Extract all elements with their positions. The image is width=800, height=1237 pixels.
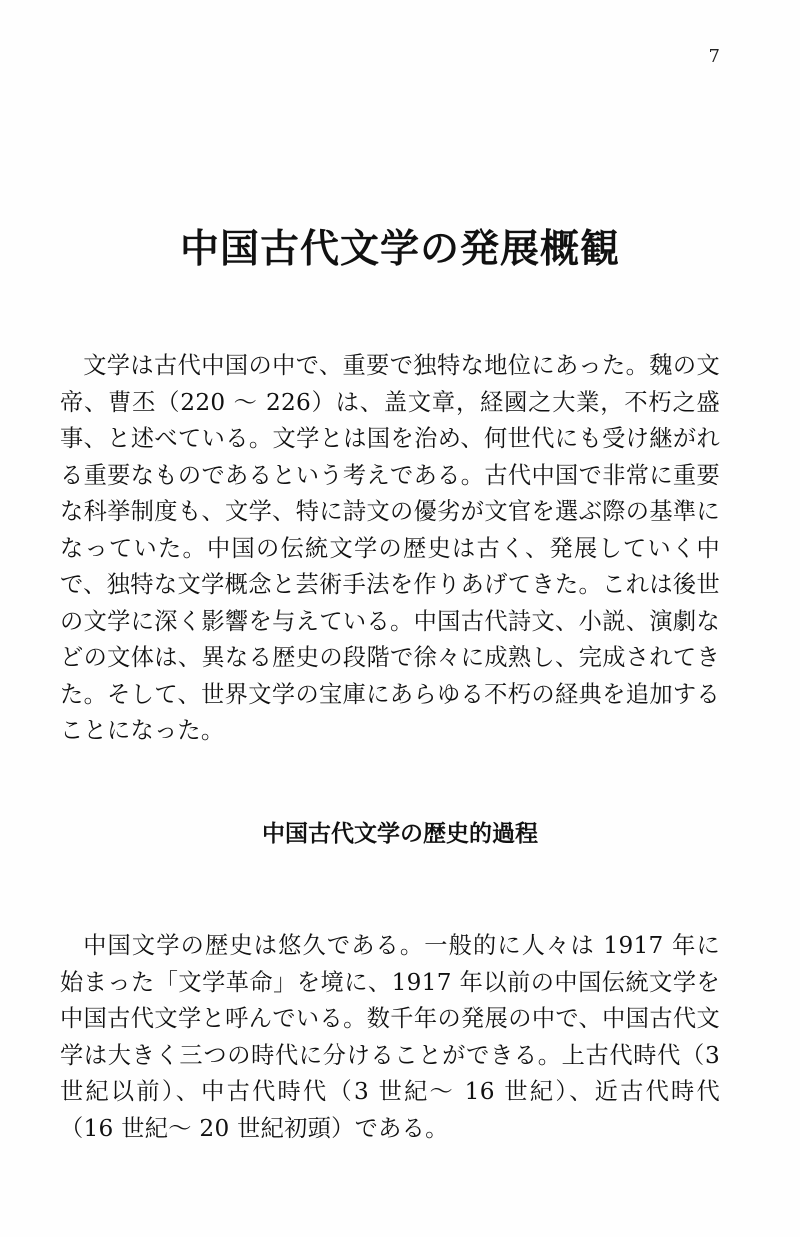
intro-paragraph: 文学は古代中国の中で、重要で独特な地位にあった。魏の文帝、曹丕（220 ～ 226）は、盖文章，経國之大業，不朽之盛事、と述べている。文学とは国を治め、何世代にも受け継がれる重要なものであるという考えである。古代中国で非常に重要な科挙制度も、文学、特に詩文の優劣が文官を選ぶ際の基準になっていた。中国の伝統文学の歴史は古く、発展していく中で、独特な文学概念と芸術手法を作りあげてきた。これは後世の文学に深く影響を与えている。中国古代詩文、小説、演劇などの文体は、異なる歴史の段階で徐々に成熟し、完成されてきた。そして、世界文学の宝庫にあらゆる不朽の経典を追加することになった。 — [60, 352, 720, 744]
section-heading: 中国古代文学の歴史的過程 — [262, 820, 538, 847]
chapter-title: 中国古代文学の発展概観 — [179, 226, 620, 272]
page-number: 7 — [708, 46, 720, 67]
section-paragraph: 中国文学の歴史は悠久である。一般的に人々は 1917 年に始まった「文学革命」を境に、1917 年以前の中国伝統文学を中国古代文学と呼んでいる。数千年の発展の中で、中国古代文学は大きく三つの時代に分けることができる。上古代時代（3 世紀以前）、中古代時代（3 世紀～ 16 世紀）、近古代時代（16 世紀～ 20 世紀初頭）である。 — [60, 932, 720, 1142]
